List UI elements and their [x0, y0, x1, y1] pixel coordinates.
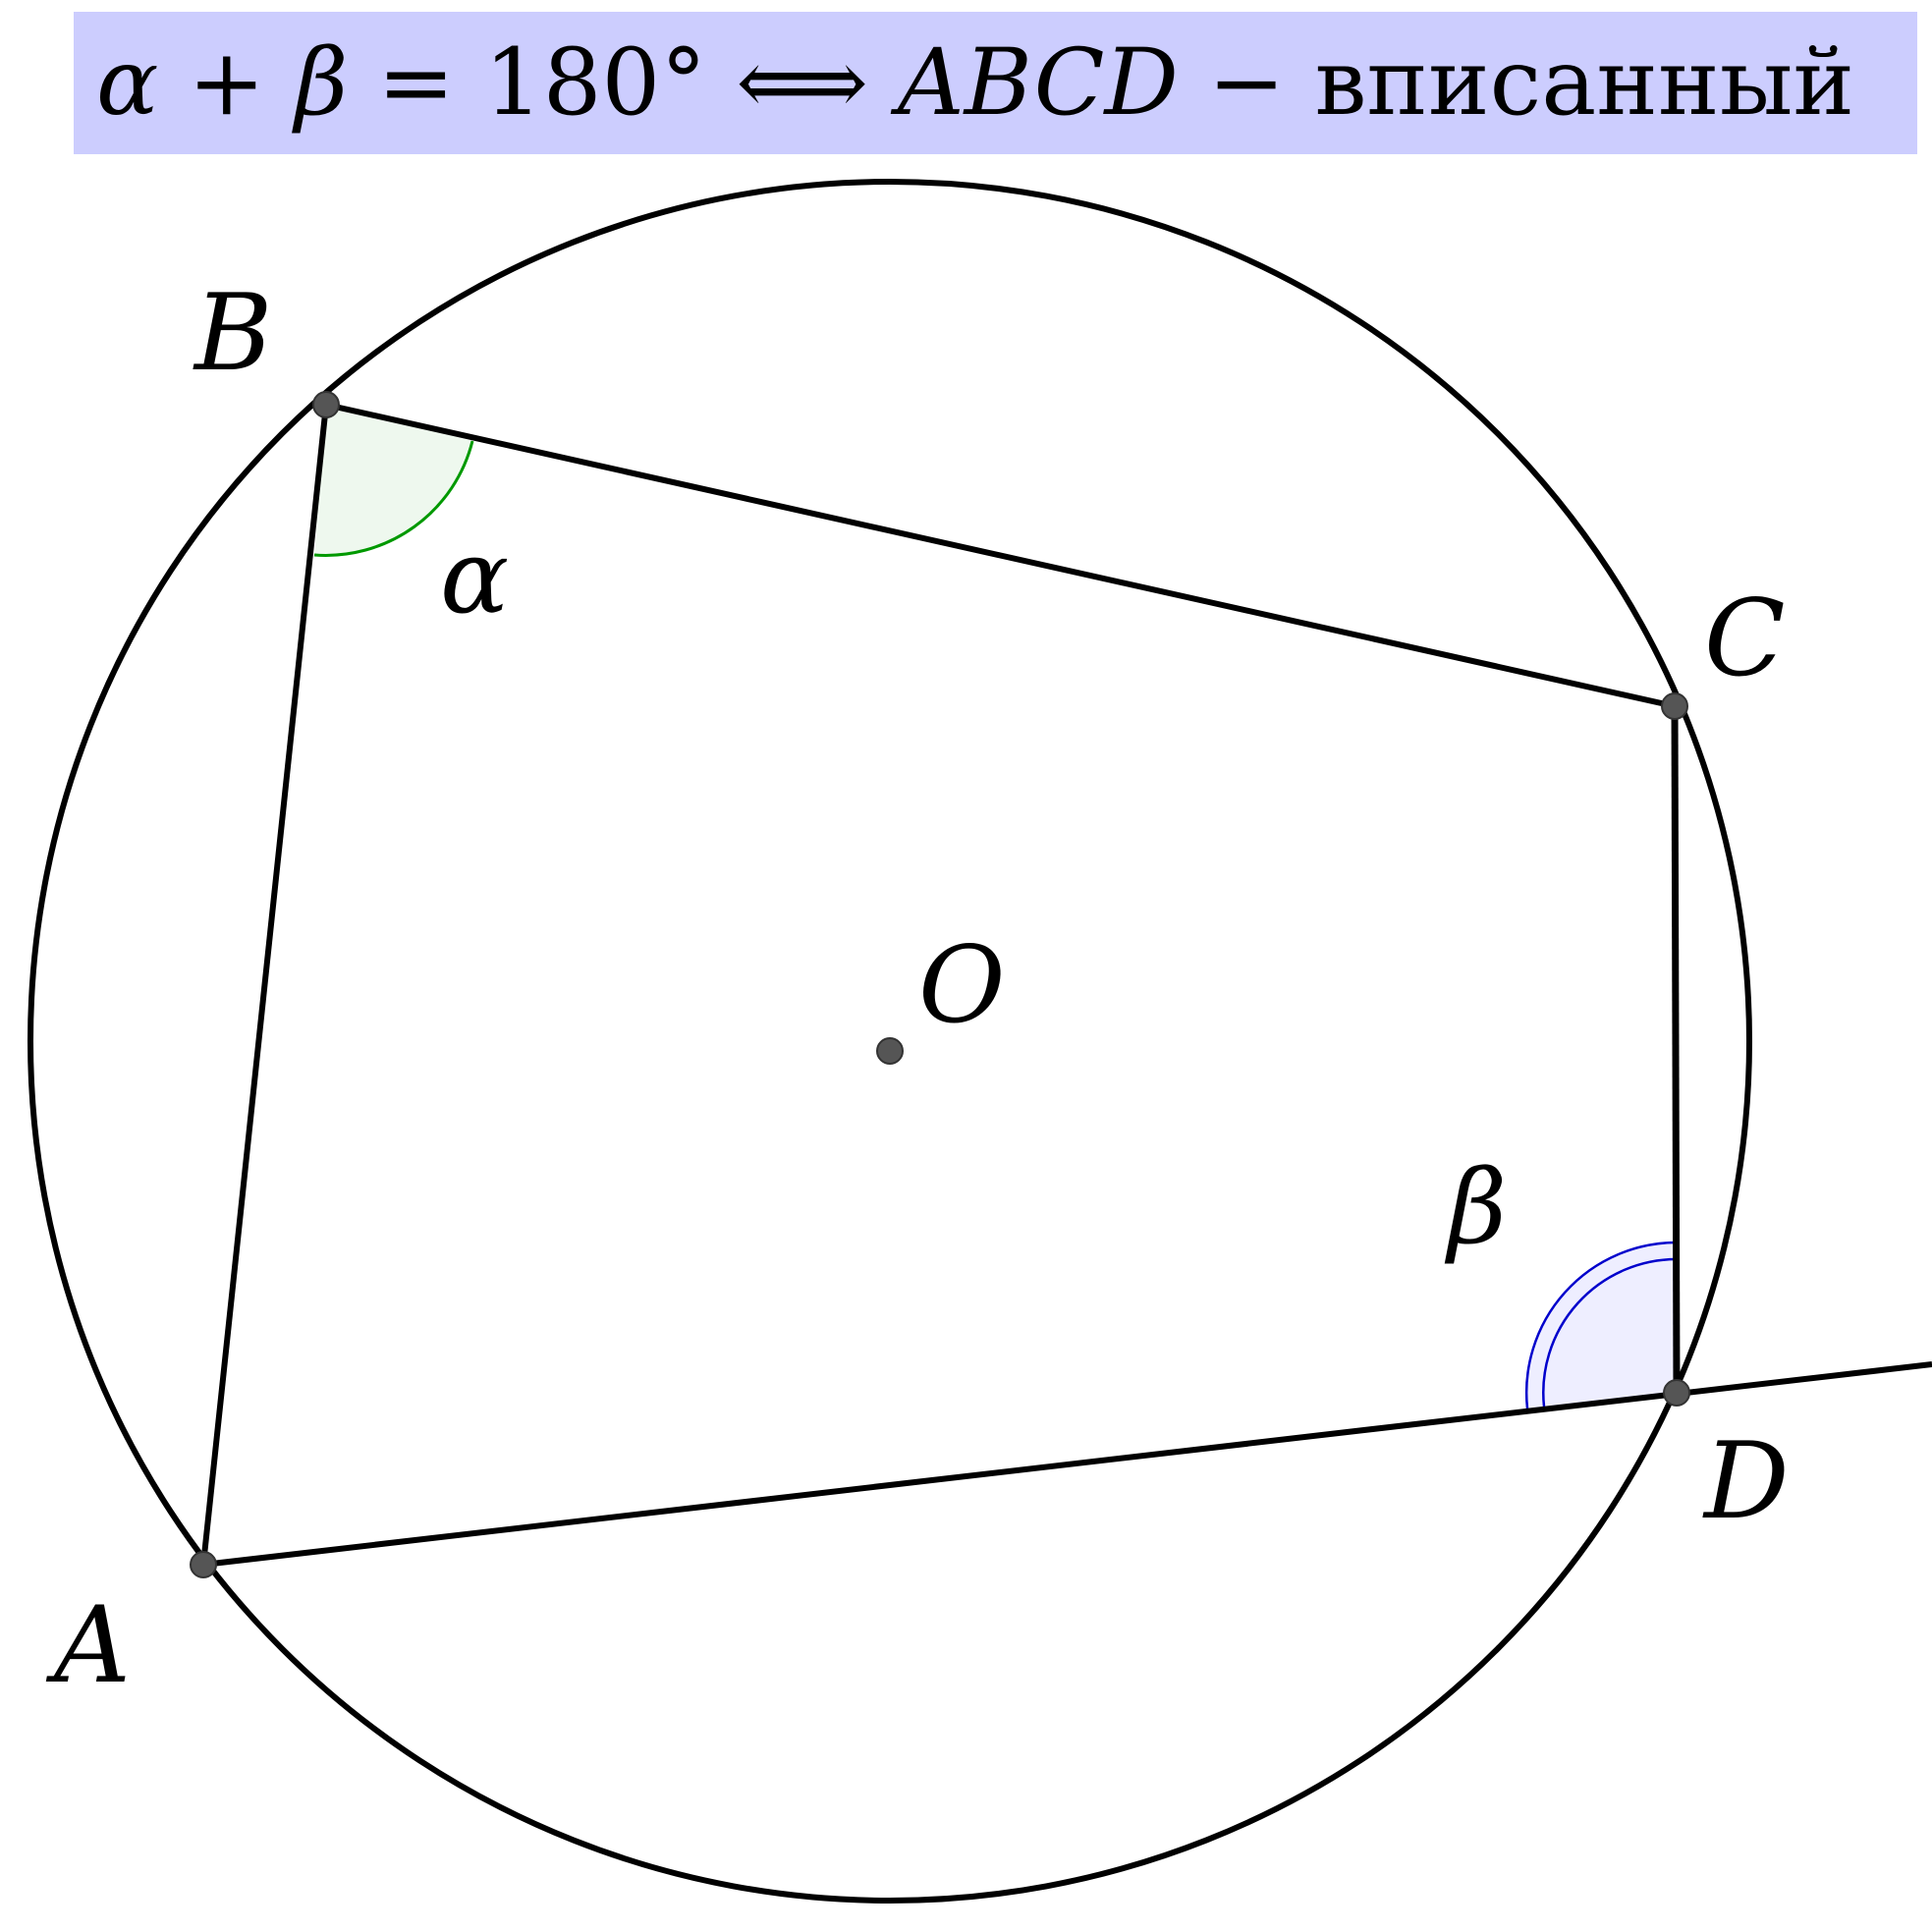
angle-beta-sector	[1526, 1242, 1677, 1408]
side-cd	[1675, 706, 1677, 1393]
label-d: D	[1704, 1420, 1790, 1543]
label-c: C	[1704, 578, 1786, 700]
label-b: B	[194, 272, 273, 395]
label-a: A	[54, 1584, 131, 1707]
side-ab	[203, 405, 326, 1565]
point-a	[191, 1552, 216, 1577]
header-equals: =	[377, 29, 456, 137]
point-b	[313, 392, 339, 417]
header-word: вписанный	[1314, 29, 1855, 137]
label-o: O	[918, 924, 1006, 1047]
header-quad-name: ABCD	[897, 29, 1179, 137]
point-c	[1662, 693, 1687, 719]
header-iff-arrow: ⟺	[736, 29, 868, 137]
point-d	[1664, 1380, 1689, 1406]
header-dash: −	[1207, 29, 1286, 137]
side-bc	[326, 405, 1675, 706]
header-beta: β	[295, 29, 349, 137]
header-angle-sum: 180°	[483, 29, 707, 137]
label-beta: β	[1448, 1147, 1508, 1267]
label-alpha: α	[440, 517, 510, 636]
header-alpha: α	[96, 29, 159, 137]
header-plus: +	[188, 29, 266, 137]
point-o	[877, 1038, 903, 1064]
